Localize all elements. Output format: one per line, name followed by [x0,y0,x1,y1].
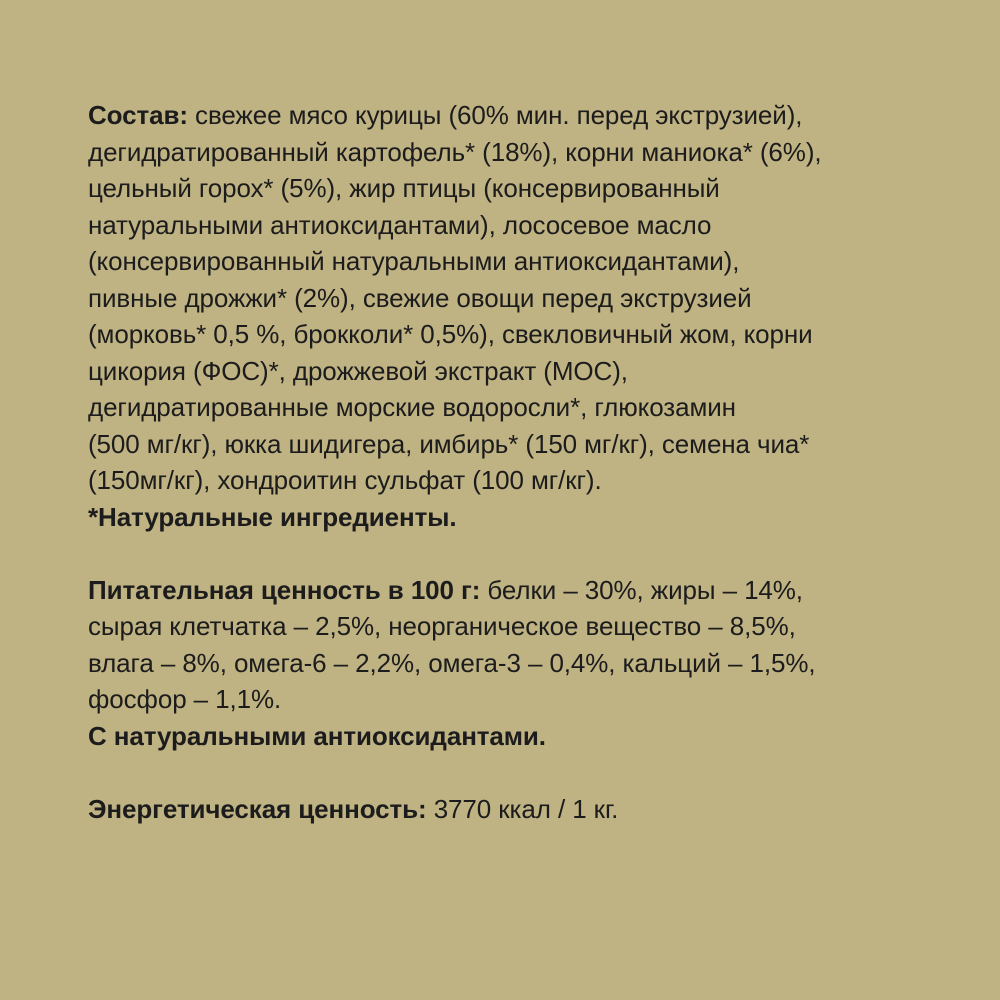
composition-line: (консервированный натуральными антиоксидантами), [88,246,740,276]
composition-line: цельный горох* (5%), жир птицы (консервированный [88,173,720,203]
composition-line: дегидратированные морские водоросли*, глюкозамин [88,392,736,422]
composition-line: пивные дрожжи* (2%), свежие овощи перед экструзией [88,282,752,313]
composition-line: (морковь* 0,5 %, брокколи* 0,5%), свекловичный жом, корни [88,319,813,349]
nutrition-text: белки – 30%, жиры – 14%, [480,574,803,605]
nutrition-line: влага – 8%, омега-6 – 2,2%, омега-3 – 0,4%, кальций – 1,5%, [88,647,816,678]
composition-line: дегидратированный картофель* (18%), корни маниока* (6%), [88,136,822,167]
antioxidants-note: С натуральными антиоксидантами. [88,720,546,751]
natural-ingredients-note: *Натуральные ингредиенты. [88,501,457,532]
section-spacer [88,754,968,791]
composition-line: цикория (ФОС)*, дрожжевой экстракт (МОС), [88,355,628,386]
composition-label: Состав: [88,100,188,130]
nutrition-line: фосфор – 1,1%. [88,684,282,714]
composition-line: (150мг/кг), хондроитин сульфат (100 мг/кг). [88,465,602,495]
section-spacer [88,535,968,572]
nutrition-line: сырая клетчатка – 2,5%, неорганическое вещество – 8,5%, [88,611,796,641]
composition-text: свежее мясо курицы (60% мин. перед экструзией), [187,100,803,130]
product-info-text [88,97,968,827]
energy-value: 3770 ккал / 1 кг. [426,793,619,824]
composition-line-1 [88,97,968,134]
composition-line: натуральными антиоксидантами), лососевое масло [88,209,712,240]
energy-line [88,791,968,828]
nutrition-line-1 [88,572,968,609]
composition-line: (500 мг/кг), юкка шидигера, имбирь* (150 мг/кг), семена чиа* [88,428,810,459]
energy-label: Энергетическая ценность: [88,793,427,824]
nutrition-label: Питательная ценность в 100 г: [88,574,481,605]
